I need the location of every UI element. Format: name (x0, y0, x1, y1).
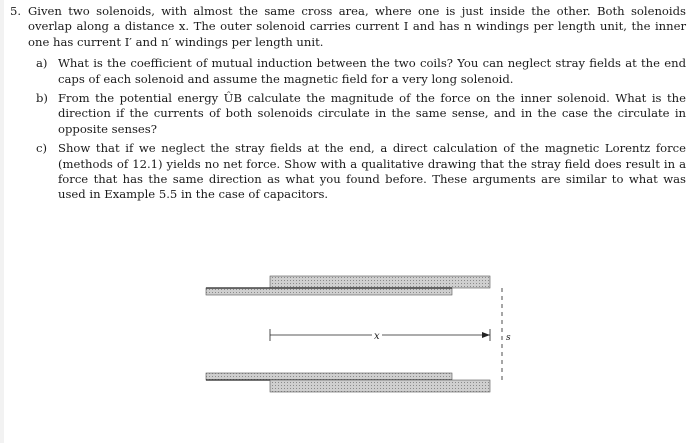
outer-solenoid-bottom (270, 380, 490, 392)
solenoid-figure (200, 262, 530, 412)
page-edge (0, 0, 4, 443)
part-a (36, 56, 686, 87)
problem-5 (10, 4, 686, 207)
problem-statement: Given two solenoids, with almost the same cross area, where one is just inside the other. Both solenoids overlap along a distance x. The outer solenoid carries current I and has n windings per length unit, the inner one has current I′ and n′ windings per length unit. (28, 4, 686, 49)
overlap-x-label: x (374, 331, 380, 342)
part-c-label: c) (36, 141, 48, 156)
part-c (36, 141, 686, 203)
inner-solenoid-bottom (206, 373, 452, 380)
overlap-arrowhead (482, 332, 490, 338)
part-b-text: From the potential energy ÛB calculate the magnitude of the force on the inner solenoid. What is the direction if the currents of both solenoids circulate in the same sense, and in the case the circulate in opposite senses? (58, 91, 686, 136)
part-c-text: Show that if we neglect the stray fields at the end, a direct calculation of the magnetic Lorentz force (methods of 12.1) yields no net force. Show with a qualitative drawing that the stray field does result in a force that has the same direction as what you found before. These arguments are similar to what was used in Example 5.5 in the case of capacitors. (58, 141, 686, 202)
separation-s-label: s (506, 333, 511, 343)
outer-solenoid-top (270, 276, 490, 288)
problem-header (10, 4, 686, 50)
problem-parts (36, 56, 686, 203)
part-b-label: b) (36, 91, 48, 106)
inner-solenoid-top (206, 288, 452, 295)
problem-number: 5. (10, 4, 22, 18)
part-b (36, 91, 686, 137)
part-a-text: What is the coefficient of mutual induction between the two coils? You can neglect stray fields at the end caps of each solenoid and assume the magnetic field for a very long solenoid. (58, 56, 686, 86)
part-a-label: a) (36, 56, 48, 71)
